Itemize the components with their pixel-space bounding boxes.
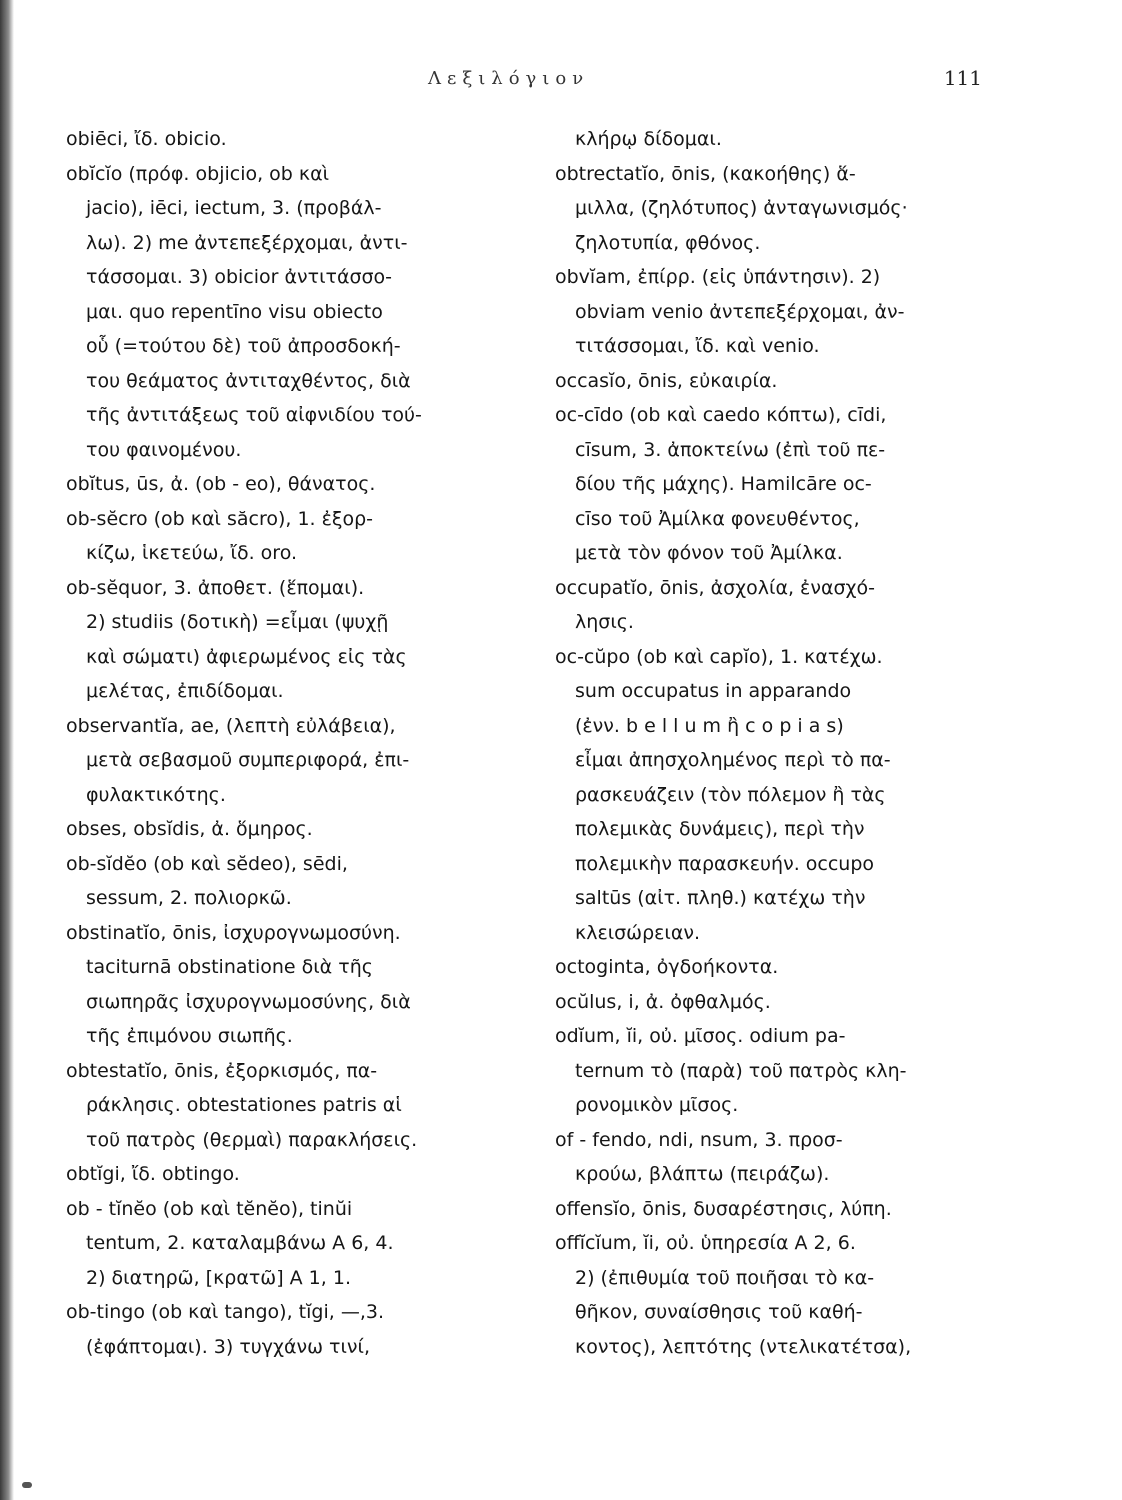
entry-line: λω). 2) me ἀντεπεξέρχομαι, ἀντι- xyxy=(86,231,408,254)
entry-line: τιτάσσομαι, ἴδ. καὶ venio. xyxy=(575,335,820,357)
entry-line: occupatĭo, ōnis, ἀσχολία, ἐνασχό- xyxy=(555,576,875,599)
entry-line: offĭcĭum, ĭi, οὐ. ὑπηρεσία Α 2, 6. xyxy=(555,1232,856,1254)
entry-line: μετὰ τὸν φόνον τοῦ Ἀμίλκα. xyxy=(575,542,843,564)
entry-line: τάσσομαι. 3) obicior ἀντιτάσσο- xyxy=(86,266,393,288)
entry-line: tentum, 2. καταλαμβάνω Α 6, 4. xyxy=(86,1232,394,1254)
entry-line: oc-cīdo (ob καὶ caedo κόπτω), cīdi, xyxy=(555,404,887,426)
entry-line: φυλακτικότης. xyxy=(86,783,226,806)
entry-line: cīso τοῦ Ἀμίλκα φονευθέντος, xyxy=(575,507,860,530)
entry-line: obses, obsĭdis, ἀ. ὅμηρος. xyxy=(66,818,313,840)
entry-line: taciturnā obstinatione διὰ τῆς xyxy=(86,956,373,978)
entry-line: obviam venio ἀντεπεξέρχομαι, ἀν- xyxy=(575,300,905,323)
entry-line: τῆς ἐπιμόνου σιωπῆς. xyxy=(86,1025,293,1047)
entry-line: πολεμικὰς δυνάμεις), περὶ τὴν xyxy=(575,818,865,840)
entry-line: λησις. xyxy=(575,611,634,633)
entry-line: obĭcĭo (πρόφ. objicio, ob καὶ xyxy=(66,162,330,185)
entry-line: 2) studiis (δοτικὴ) =εἶμαι (ψυχῇ xyxy=(86,611,389,633)
entry-line: μετὰ σεβασμοῦ συμπεριφορά, ἐπι- xyxy=(86,749,410,771)
entry-line: μιλλα, (ζηλότυπος) ἀνταγωνισμός· xyxy=(575,197,908,219)
entry-line: θῆκον, συναίσθησις τοῦ καθή- xyxy=(575,1301,863,1323)
entry-line: ob-sĕquor, 3. ἀποθετ. (ἕπομαι). xyxy=(66,576,365,599)
entry-line: obstinatĭo, ōnis, ἰσχυρογνωμοσύνη. xyxy=(66,921,401,944)
entry-line: obiēci, ἴδ. obicio. xyxy=(66,128,227,150)
entry-line: octoginta, ὀγδοήκοντα. xyxy=(555,956,779,978)
entry-line: ρονομικὸν μῖσος. xyxy=(575,1094,739,1116)
entry-line: ράκλησις. obtestationes patris αἱ xyxy=(86,1094,402,1116)
entry-line: κίζω, ἱκετεύω, ἴδ. oro. xyxy=(86,542,298,564)
entry-line: obvĭam, ἐπίρρ. (εἰς ὑπάντησιν). 2) xyxy=(555,266,881,288)
entry-line: εἶμαι ἀπησχολημένος περὶ τὸ πα- xyxy=(575,749,891,771)
entry-line: σιωπηρᾶς ἰσχυρογνωμοσύνης, διὰ xyxy=(86,990,411,1013)
entry-line: 2) (ἐπιθυμία τοῦ ποιῆσαι τὸ κα- xyxy=(575,1266,875,1289)
entry-line: τῆς ἀντιτάξεως τοῦ αἰφνιδίου τού- xyxy=(86,404,422,426)
entry-line: ob-sĭdĕo (ob καὶ sĕdeo), sēdi, xyxy=(66,852,348,875)
entry-line: (ἐνν. b e l l u m ἢ c o p i a s) xyxy=(575,714,844,737)
entry-line: τοῦ πατρὸς (θερμαὶ) παρακλήσεις. xyxy=(86,1128,418,1151)
entry-line: καὶ σώματι) ἀφιερωμένος εἰς τὰς xyxy=(86,645,407,668)
entry-line: obĭtus, ūs, ἀ. (ob - eo), θάνατος. xyxy=(66,473,376,495)
entry-line: κρούω, βλάπτω (πειράζω). xyxy=(575,1163,830,1185)
entry-line: μαι. quo repentīno visu obiecto xyxy=(86,300,383,323)
entry-line: πολεμικὴν παρασκευήν. occupo xyxy=(575,852,875,875)
page-header xyxy=(60,68,982,98)
entry-line: obtrectatĭo, ōnis, (κακοήθης) ἅ- xyxy=(555,162,856,185)
entry-line: δίου τῆς μάχης). Hamilcāre oc- xyxy=(575,473,872,495)
entry-line: (ἐφάπτομαι). 3) τυγχάνω τινί, xyxy=(86,1335,371,1358)
entry-line: offensĭo, ōnis, δυσαρέστησις, λύπη. xyxy=(555,1197,892,1220)
entry-line: sum occupatus in apparando xyxy=(575,680,852,702)
entry-line: ob-tingo (ob καὶ tango), tĭgi, —,3. xyxy=(66,1301,384,1323)
entry-line: του θεάματος ἀντιταχθέντος, διὰ xyxy=(86,369,411,392)
entry-line: 2) διατηρῶ, [κρατῶ] Α 1, 1. xyxy=(86,1266,351,1289)
entry-line: observantĭa, ae, (λεπτὴ εὐλάβεια), xyxy=(66,714,396,737)
entry-line: κλεισώρειαν. xyxy=(575,921,701,944)
entry-line: occasĭo, ōnis, εὐκαιρία. xyxy=(555,369,778,392)
entry-line: oc-cŭpo (ob καὶ capĭo), 1. κατέχω. xyxy=(555,645,883,668)
entry-line: ob-sĕcro (ob καὶ săcro), 1. ἐξορ- xyxy=(66,507,374,530)
running-title: Λεξιλόγιον xyxy=(428,68,590,89)
entry-line: obtĭgi, ἴδ. obtingo. xyxy=(66,1163,240,1185)
page-number: 111 xyxy=(943,66,982,90)
entry-line: μελέτας, ἐπιδίδομαι. xyxy=(86,680,284,702)
entry-line: κλήρῳ δίδομαι. xyxy=(575,128,722,150)
right-column xyxy=(555,122,985,1364)
entry-line: of - fendo, ndi, nsum, 3. προσ- xyxy=(555,1128,843,1151)
entry-line: του φαινομένου. xyxy=(86,438,242,461)
entry-line: jacio), iēci, iectum, 3. (προβάλ- xyxy=(86,197,382,219)
page-edge-shadow xyxy=(0,0,14,1500)
entry-line: odĭum, ĭi, οὐ. μῖσος. odium pa- xyxy=(555,1025,846,1047)
left-column xyxy=(66,122,518,1364)
entry-line: οὗ (=τούτου δὲ) τοῦ ἀπροσδοκή- xyxy=(86,335,401,357)
entry-line: ocŭlus, i, ἀ. ὀφθαλμός. xyxy=(555,990,771,1013)
entry-line: ρασκευάζειν (τὸν πόλεμον ἢ τὰς xyxy=(575,783,886,806)
entry-line: κοντος), λεπτότης (ντελικατέτσα), xyxy=(575,1335,912,1358)
entry-line: saltūs (αἰτ. πληθ.) κατέχω τὴν xyxy=(575,887,866,909)
entry-line: cīsum, 3. ἀποκτείνω (ἐπὶ τοῦ πε- xyxy=(575,438,886,461)
scan-mark xyxy=(22,1482,32,1488)
entry-line: ternum τὸ (παρὰ) τοῦ πατρὸς κλη- xyxy=(575,1059,907,1082)
entry-line: sessum, 2. πολιορκῶ. xyxy=(86,887,292,909)
entry-line: ζηλοτυπία, φθόνος. xyxy=(575,231,761,254)
entry-line: obtestatĭo, ōnis, ἐξορκισμός, πα- xyxy=(66,1059,378,1082)
entry-line: ob - tĭnĕo (ob καὶ tĕnĕo), tinŭi xyxy=(66,1197,353,1220)
